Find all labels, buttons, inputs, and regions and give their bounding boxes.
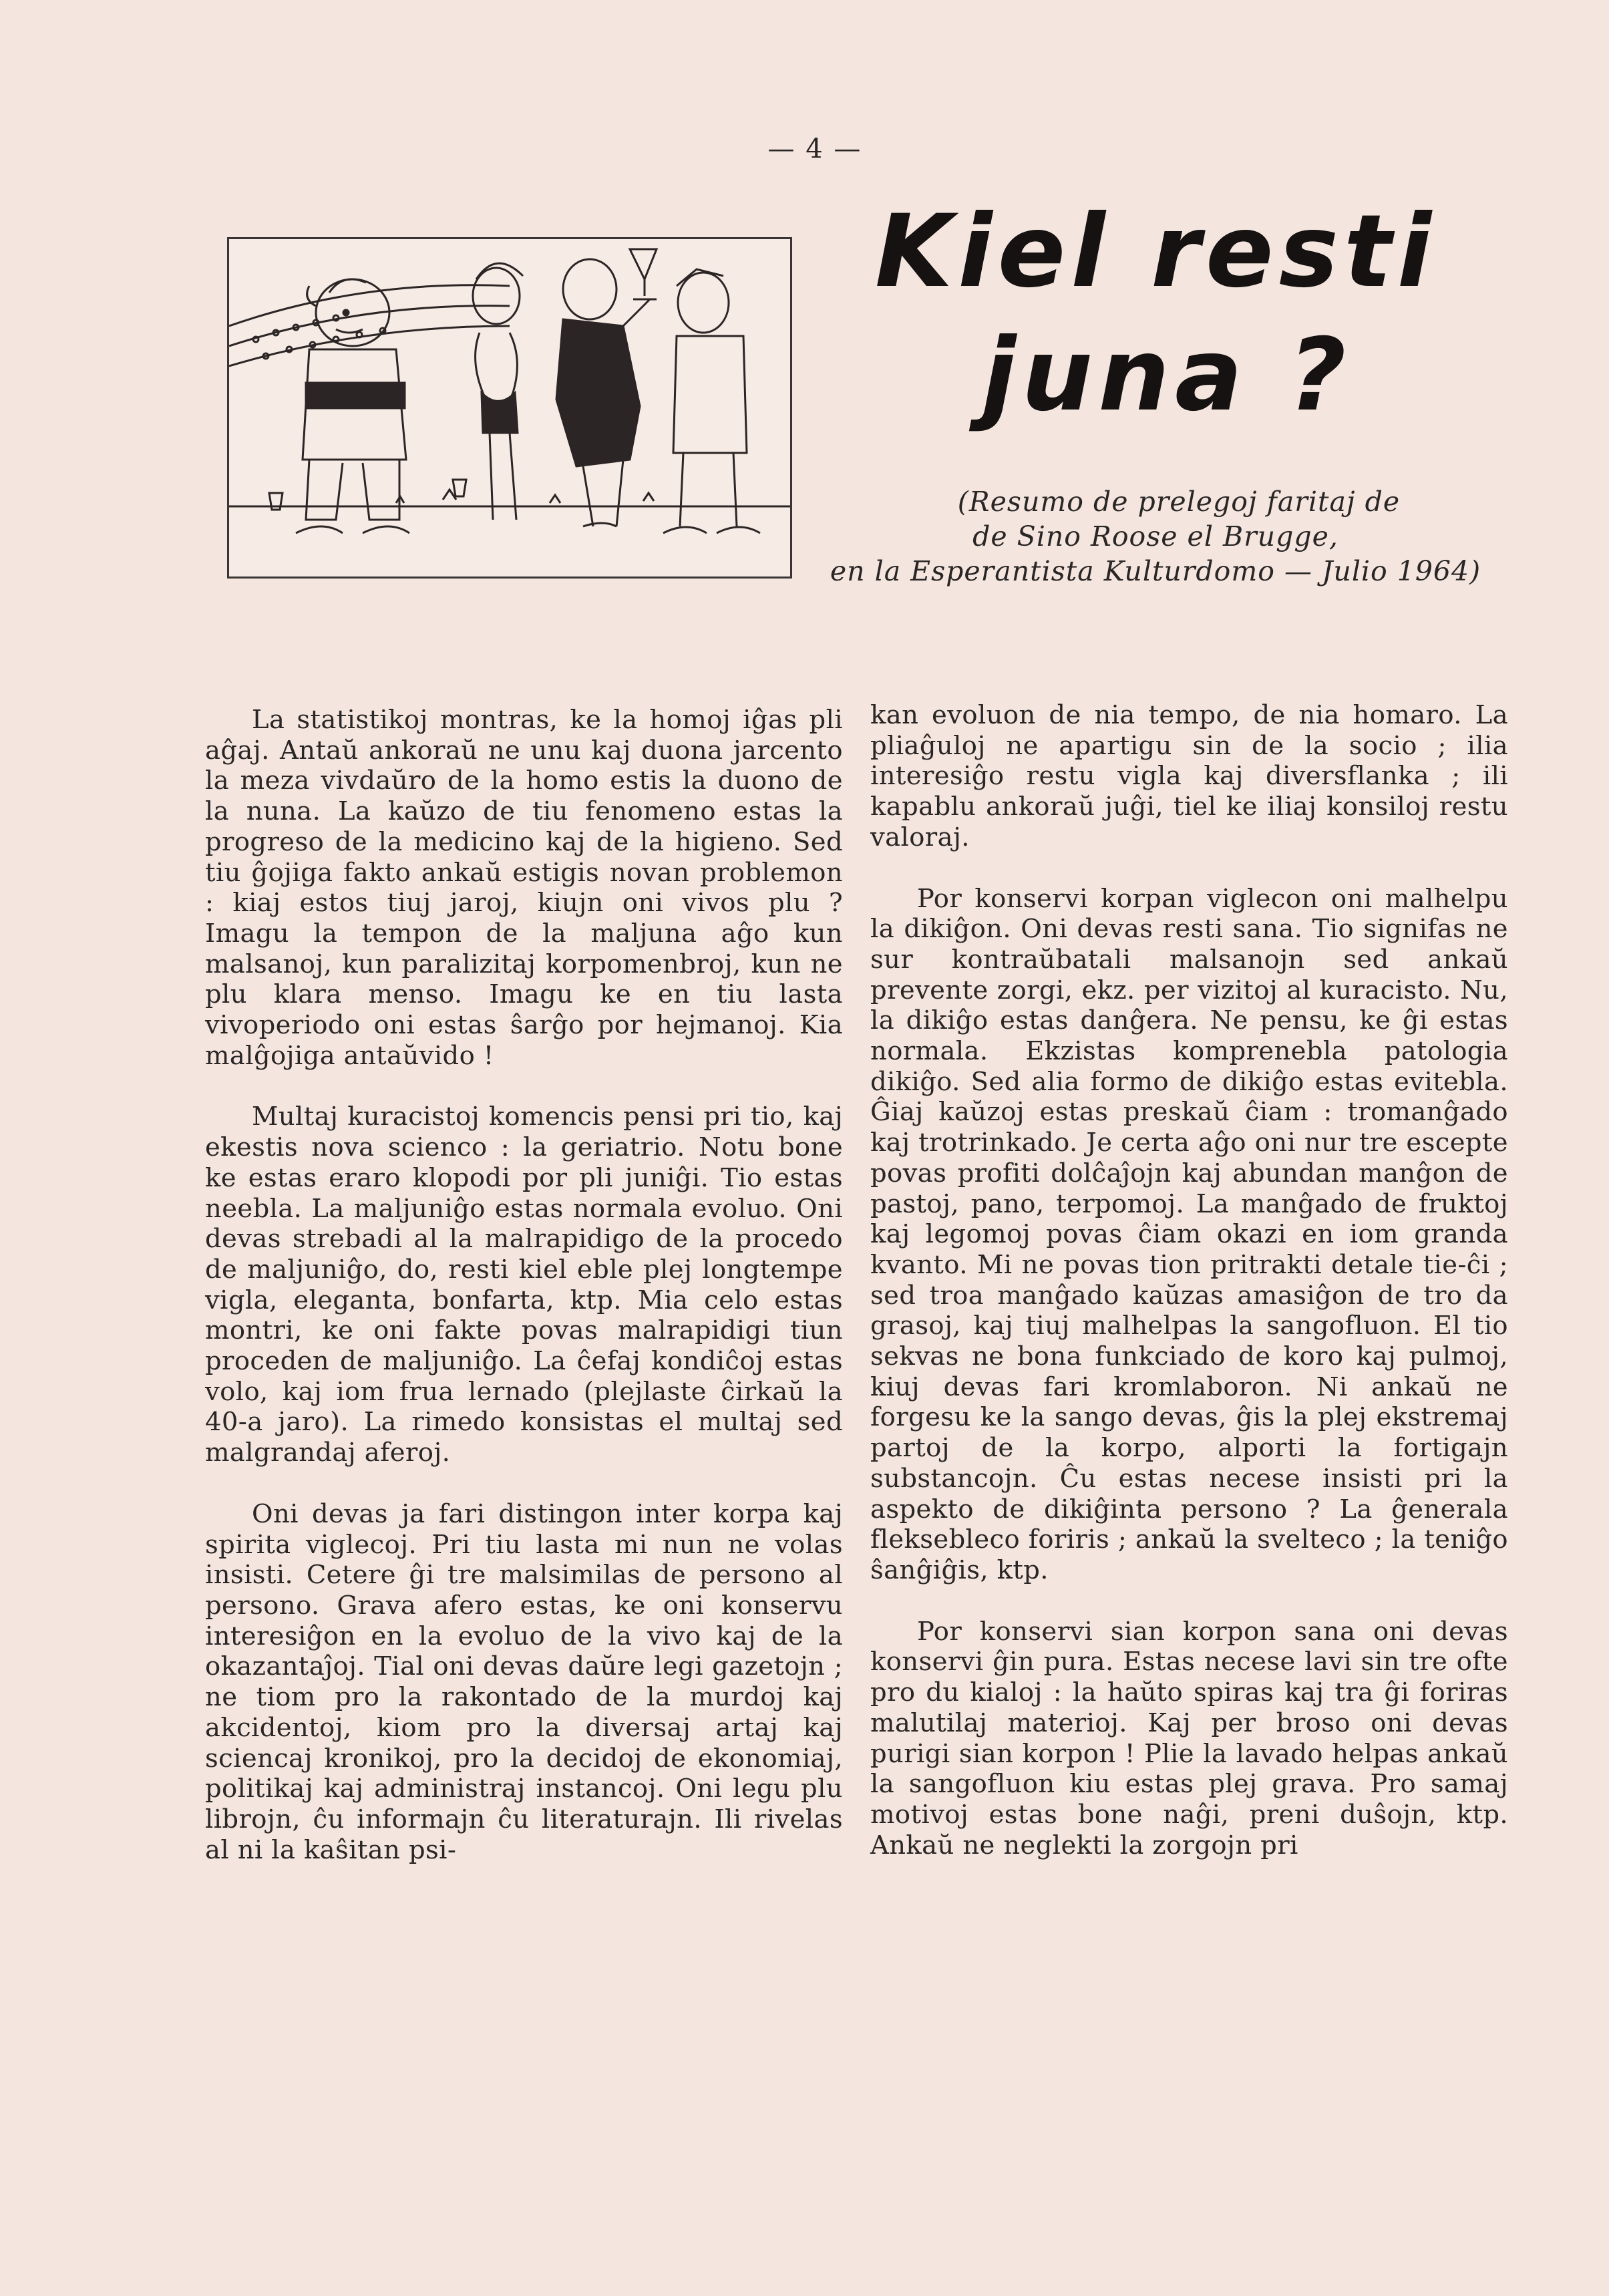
paragraph: Oni devas ja fari distingon inter korpa kaj spirita viglecoj. Pri tiu lasta mi nun ne volas insisti. Cetere ĝi tre malsimilas de persono al persono. Grava afero estas, ke oni konservu interesiĝon en la evoluo de la vivo kaj de la okazantaĵoj. Tial oni devas daŭre legi gazetojn ; ne tiom pro la rakontado de la murdoj kaj akcidentoj, kiom pro la diversaj artaj kaj sciencaj kronikoj, pro la decidoj de ekonomiaj, politikaj kaj administraj instancoj. Oni legu plu librojn, ĉu informajn ĉu literaturajn. Ili rivelas al ni la kaŝitan psi-	[205, 1498, 843, 1865]
left-column	[205, 705, 843, 1896]
paragraph: Por konservi sian korpon sana oni devas konservi ĝin pura. Estas necese lavi sin tre ofte pro du kialoj : la haŭto spiras kaj tra ĝi foriras malutilaj materioj. Kaj per broso oni devas purigi sian korpon ! Plie la lavado helpas ankaŭ la sangofluon kiu estas plej grava. Pro samaj motivoj estas bone naĝi, preni duŝojn, ktp. Ankaŭ ne neglekti la zorgojn pri	[870, 1616, 1508, 1860]
cartoon-people-illustration	[227, 237, 792, 579]
article-subtitle	[822, 484, 1489, 589]
subtitle-line-1: (Resumo de prelegoj faritaj de	[957, 486, 1401, 518]
title-line-2: juna ?	[982, 317, 1352, 434]
paragraph: kan evoluon de nia tempo, de nia homaro. La pliaĝuloj ne apartigu sin de la socio ; ilia interesiĝo restu vigla kaj diversflanka ; ili kapablu ankoraŭ juĝi, tiel ke iliaj konsiloj restu valoraj.	[870, 700, 1508, 852]
subtitle-line-2: de Sino Roose el Brugge,	[972, 520, 1338, 552]
paragraph: La statistikoj montras, ke la homoj iĝas pli aĝaj. Antaŭ ankoraŭ ne unu kaj duona jarcento la meza vivdaŭro de la homo estis la duono de la nuna. La kaŭzo de tiu fenomeno estas la progreso de la medicino kaj de la higieno. Sed tiu ĝojiga fakto ankaŭ estigis novan problemon : kiaj estos tiuj jaroj, kiujn oni vivos plu ? Imagu la tempon de la maljuna aĝo kun malsanoj, kun paralizitaj korpomenbroj, kun ne plu klara menso. Imagu ke en tiu lasta vivoperiodo oni estas ŝarĝo por hejmanoj. Kia malĝojiga antaŭvido !	[205, 705, 843, 1071]
page-number: — 4 —	[767, 134, 862, 164]
right-column	[870, 700, 1508, 1891]
article-title	[868, 190, 1469, 438]
paragraph: Multaj kuracistoj komencis pensi pri tio, kaj ekestis nova scienco : la geriatrio. Notu bone ke estas eraro klopodi por pli juniĝi. Tio estas neebla. La maljuniĝo estas normala evoluo. Oni devas strebadi al la malrapidigo de la procedo de maljuniĝo, do, resti kiel eble plej longtempe vigla, eleganta, bonfarta, ktp. Mia celo estas montri, ke oni fakte povas malrapidigi tiun proceden de maljuniĝo. La ĉefaj kondiĉoj estas volo, kaj iom frua lernado (plejlaste ĉirkaŭ la 40-a jaro). La rimedo konsistas el multaj sed malgrandaj aferoj.	[205, 1102, 843, 1468]
paragraph: Por konservi korpan viglecon oni malhelpu la dikiĝon. Oni devas resti sana. Tio signifas ne sur kontraŭbatali malsanojn sed ankaŭ prevente zorgi, ekz. per vizitoj al kuracisto. Nu, la dikiĝo estas danĝera. Ne pensu, ke ĝi estas normala. Ekzistas komprenebla patologia dikiĝo. Sed alia formo de dikiĝo estas evitebla. Ĝiaj kaŭzoj estas preskaŭ ĉiam : tromanĝado kaj trotrinkado. Je certa aĝo oni nur tre escepte povas profiti dolĉaĵojn kaj abundan manĝon de pastoj, pano, terpomoj. La manĝado de fruktoj kaj legomoj povas ĉiam okazi en iom granda kvanto. Mi ne povas tion pritrakti detale tie-ĉi ; sed troa manĝado kaŭzas amasiĝon de tro da grasoj, kaj tiuj malhelpas la sangofluon. El tio sekvas ne bona funkciado de koro kaj pulmoj, kiuj devas fari kromlaboron. Ni ankaŭ ne forgesu ke la sango devas, ĝis la plej ekstremaj partoj de la korpo, alporti la fortigajn substancojn. Ĉu estas necese insisti pri la aspekto de dikiĝinta persono ? La ĝenerala fleksebleco foriris ; ankaŭ la svelteco ; la teniĝo ŝanĝiĝis, ktp.	[870, 883, 1508, 1585]
subtitle-line-3: en la Esperantista Kulturdomo — Julio 1964)	[830, 555, 1481, 587]
title-line-1: Kiel resti	[875, 194, 1437, 310]
